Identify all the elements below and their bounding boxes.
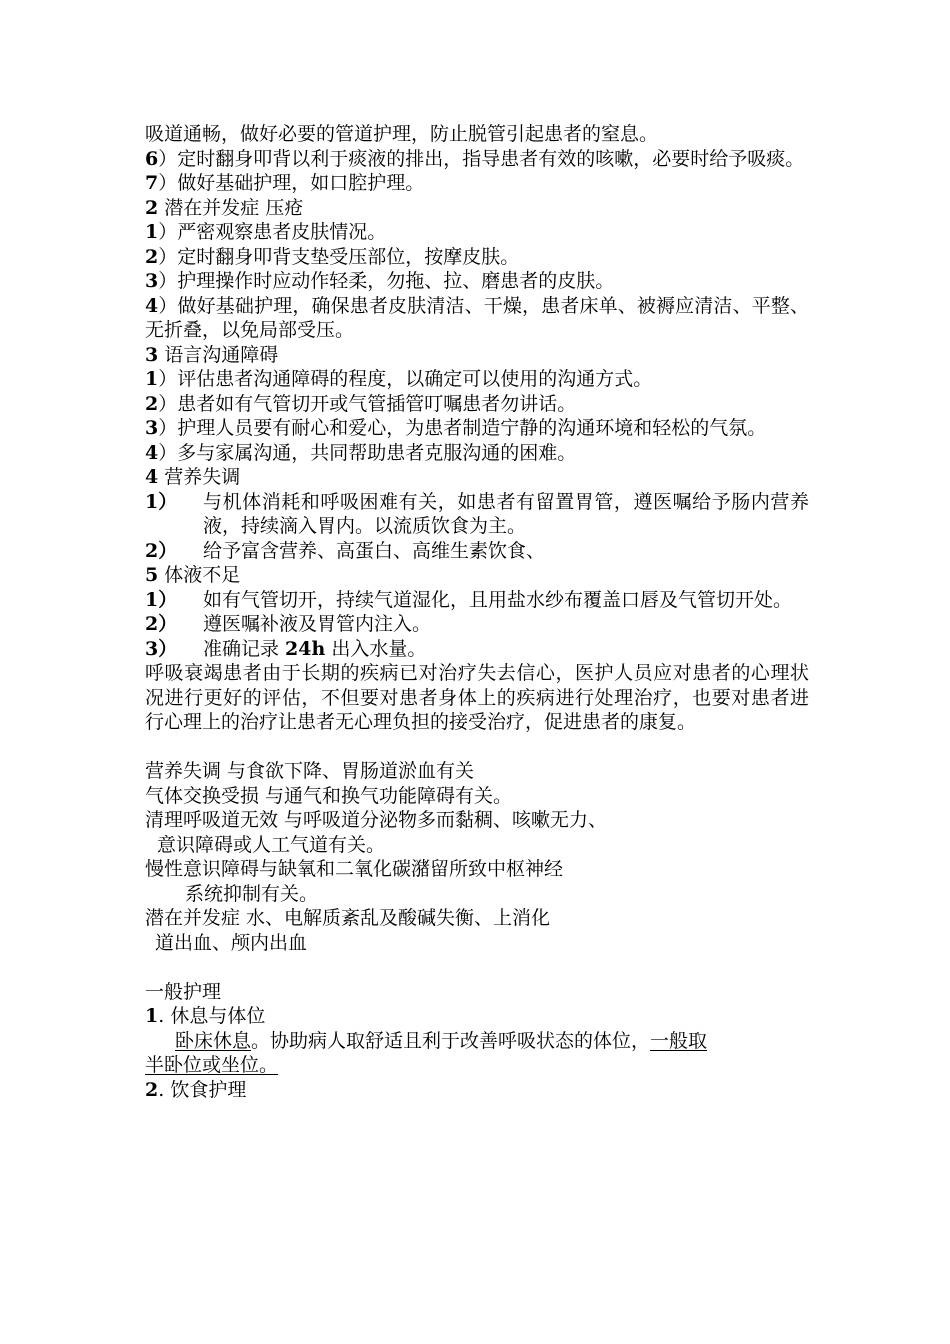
heading-number: 3 — [145, 343, 159, 366]
section-heading — [145, 465, 809, 490]
item-number: 2 — [145, 245, 159, 268]
item-text — [203, 637, 809, 662]
item-text: ）患者如有气管切开或气管插管叮嘱患者勿讲话。 — [158, 392, 577, 415]
list-item — [145, 294, 809, 343]
list-item — [145, 416, 809, 441]
text-line — [145, 1029, 809, 1054]
list-item — [145, 171, 809, 196]
list-item — [145, 441, 809, 466]
item-text-bold: 24h — [285, 637, 326, 660]
item-number: 3 — [145, 270, 159, 292]
list-item — [145, 612, 809, 637]
underlined-text: 一般取 — [650, 1029, 708, 1052]
heading-number: 2 — [145, 196, 159, 219]
heading-text: 体液不足 — [158, 564, 241, 586]
list-item — [145, 245, 809, 270]
item-number: 2） — [145, 613, 178, 635]
diagnosis-line: 意识障碍或人工气道有关。 — [157, 833, 386, 856]
list-item — [145, 588, 809, 613]
list-item — [145, 490, 809, 539]
item-number: 3） — [145, 637, 178, 660]
heading-text: 语言沟通障碍 — [158, 343, 279, 366]
spacer — [145, 955, 809, 980]
document-body — [145, 122, 809, 1102]
list-item — [145, 637, 809, 662]
item-text: ）做好基础护理，如口腔护理。 — [158, 172, 425, 194]
heading-text: 营养失调 — [158, 466, 241, 488]
item-text: 与机体消耗和呼吸困难有关，如患者有留置胃管，遵医嘱给予肠内营养液，持续滴入胃内。以流质饮食为主。 — [203, 490, 809, 537]
heading-number: 5 — [145, 564, 159, 586]
heading-number: 1 — [145, 1005, 159, 1027]
item-text-part: 出入水量。 — [325, 637, 427, 660]
item-text: ）做好基础护理，确保患者皮肤清洁、干燥，患者床单、被褥应清洁、平整、无折叠，以免局部受压。 — [145, 294, 809, 341]
item-text-part: 准确记录 — [203, 637, 286, 660]
list-item — [145, 220, 809, 245]
section-heading: 一般护理 — [145, 980, 222, 1003]
item-number: 4 — [145, 294, 159, 317]
heading-number: 4 — [145, 466, 159, 488]
section-heading — [145, 196, 809, 221]
list-item — [145, 392, 809, 417]
subsection-heading — [145, 1078, 809, 1103]
text-part: 。协助病人取舒适且利于改善呼吸状态的体位， — [251, 1029, 651, 1052]
item-number: 7 — [145, 172, 159, 194]
underlined-text: 半卧位或坐位。 — [145, 1054, 279, 1076]
item-text: ）评估患者沟通障碍的程度，以确定可以使用的沟通方式。 — [158, 368, 653, 390]
diagnosis-line: 气体交换受损 与通气和换气功能障碍有关。 — [145, 784, 513, 807]
underlined-text: 卧床休息 — [175, 1029, 252, 1052]
list-item — [145, 147, 809, 172]
diagnosis-line: 营养失调 与食欲下降、胃肠道淤血有关 — [145, 760, 475, 782]
diagnosis-line: 清理呼吸道无效 与呼吸道分泌物多而黏稠、咳嗽无力、 — [145, 809, 608, 831]
item-text: ）多与家属沟通，共同帮助患者克服沟通的困难。 — [158, 441, 577, 464]
item-number: 1 — [145, 221, 159, 243]
spacer — [145, 735, 809, 760]
item-number: 3 — [145, 417, 159, 439]
list-item — [145, 367, 809, 392]
item-text: ）严密观察患者皮肤情况。 — [158, 221, 387, 243]
diagnosis-line: 道出血、颅内出血 — [155, 931, 308, 954]
item-text: ）定时翻身叩背支垫受压部位，按摩皮肤。 — [158, 245, 520, 268]
item-number: 4 — [145, 441, 159, 464]
item-text: 遵医嘱补液及胃管内注入。 — [203, 613, 432, 635]
item-number: 1） — [145, 490, 178, 513]
item-text: 给予富含营养、高蛋白、高维生素饮食、 — [203, 539, 546, 562]
diagnosis-line: 系统抑制有关。 — [185, 882, 319, 905]
text-line — [145, 1053, 809, 1078]
section-heading — [145, 343, 809, 368]
heading-text: 潜在并发症 压疮 — [158, 196, 304, 219]
item-text: ）护理操作时应动作轻柔，勿拖、拉、磨患者的皮肤。 — [158, 270, 615, 292]
subsection-heading — [145, 1004, 809, 1029]
list-item — [145, 269, 809, 294]
diagnosis-line: 慢性意识障碍与缺氧和二氧化碳潴留所致中枢神经 — [145, 858, 564, 880]
paragraph: 呼吸衰竭患者由于长期的疾病已对治疗失去信心，医护人员应对患者的心理状况进行更好的评估，不但要对患者身体上的疾病进行处理治疗，也要对患者进行心理上的治疗让患者无心理负担的接受治疗，促进患者的康复。 — [145, 662, 809, 733]
item-text: ）定时翻身叩背以利于痰液的排出，指导患者有效的咳嗽，必要时给予吸痰。 — [158, 147, 805, 170]
item-number: 1） — [145, 588, 178, 611]
heading-text: . 休息与体位 — [158, 1005, 266, 1027]
diagnosis-line: 潜在并发症 水、电解质紊乱及酸碱失衡、上消化 — [145, 907, 551, 929]
item-number: 2 — [145, 392, 159, 415]
item-number: 6 — [145, 147, 159, 170]
text-line: 吸道通畅，做好必要的管道护理，防止脱管引起患者的窒息。 — [145, 123, 659, 145]
item-text: 如有气管切开，持续气道湿化，且用盐水纱布覆盖口唇及气管切开处。 — [203, 588, 793, 611]
heading-number: 2 — [145, 1078, 159, 1101]
item-number: 2） — [145, 539, 178, 562]
section-heading — [145, 563, 809, 588]
item-text: ）护理人员要有耐心和爱心，为患者制造宁静的沟通环境和轻松的气氛。 — [158, 417, 767, 439]
list-item — [145, 539, 809, 564]
heading-text: . 饮食护理 — [158, 1078, 247, 1101]
item-number: 1 — [145, 368, 159, 390]
